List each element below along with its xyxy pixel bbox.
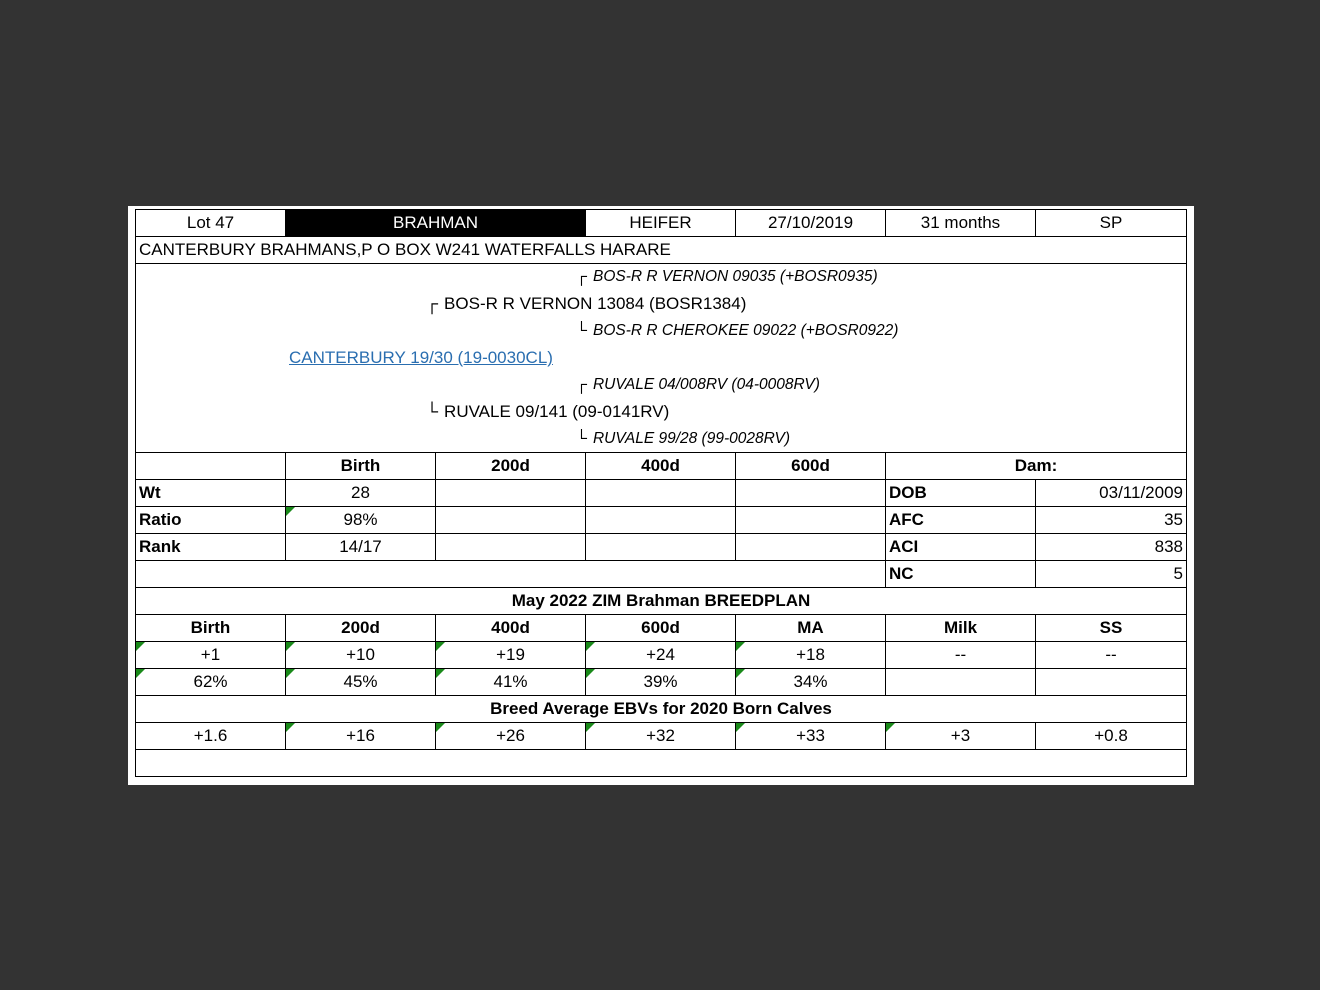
owner-row <box>136 237 1186 264</box>
sex-label: HEIFER <box>586 210 736 236</box>
breed-average-row <box>136 723 1186 750</box>
dam-value: 03/11/2009 <box>1099 483 1183 502</box>
bracket-bottom-icon: └ <box>576 322 587 339</box>
weight-birth: 28 <box>286 480 436 506</box>
lot-number: Lot 47 <box>136 210 286 236</box>
ebv-200d: +10 <box>286 642 436 668</box>
ebv-milk: -- <box>886 642 1036 668</box>
ratio-200d <box>436 507 586 533</box>
weights-corner <box>136 453 286 479</box>
ebv-ss: -- <box>1105 645 1117 664</box>
ebv-400d: +19 <box>436 642 586 668</box>
pedigree-dam-dam: └ RUVALE 99/28 (99-0028RV) <box>576 430 791 447</box>
code-label: SP <box>1099 213 1123 232</box>
ebv-birth: +1 <box>136 642 286 668</box>
avg-600d: +32 <box>586 723 736 749</box>
footer-row <box>136 750 1186 776</box>
dam-value: 5 <box>1173 564 1183 583</box>
ratio-400d <box>586 507 736 533</box>
weights-header-600d: 600d <box>736 453 886 479</box>
footer-blank <box>136 750 1186 776</box>
owner-address: CANTERBURY BRAHMANS,P O BOX W241 WATERFALLS HARARE <box>139 240 671 259</box>
rank-600d <box>736 534 886 560</box>
lot-card-table <box>135 209 1187 777</box>
ebv-header-birth: Birth <box>136 615 286 641</box>
dam-key: DOB <box>886 480 1036 506</box>
weight-200d <box>436 480 586 506</box>
bracket-bottom-icon: └ <box>426 402 439 421</box>
dam-value: 35 <box>1164 510 1183 529</box>
pedigree-sire-dam: └ BOS-R R CHEROKEE 09022 (+BOSR0922) <box>576 322 899 339</box>
accuracy-row <box>136 669 1186 696</box>
avg-milk: +3 <box>886 723 1036 749</box>
breedplan-title-row <box>136 588 1186 615</box>
table-row <box>136 480 1186 507</box>
acc-ss <box>1036 669 1186 695</box>
ebv-header-400d: 400d <box>436 615 586 641</box>
breed-average-title: Breed Average EBVs for 2020 Born Calves <box>490 699 832 718</box>
ebv-header-200d: 200d <box>286 615 436 641</box>
ebv-600d: +24 <box>586 642 736 668</box>
table-row <box>136 534 1186 561</box>
pedigree-sire-sire: ┌ BOS-R R VERNON 09035 (+BOSR0935) <box>576 268 878 285</box>
pedigree-sire: ┌ BOS-R R VERNON 13084 (BOSR1384) <box>426 294 747 313</box>
table-row <box>136 561 1186 588</box>
pedigree-block <box>136 264 1186 453</box>
ebv-header-ss: SS <box>1099 618 1123 637</box>
rank-200d <box>436 534 586 560</box>
dam-key: NC <box>886 561 1036 587</box>
breed-average-title-row <box>136 696 1186 723</box>
dam-key: AFC <box>886 507 1036 533</box>
acc-200d: 45% <box>286 669 436 695</box>
dam-value: 838 <box>1154 537 1183 556</box>
ebv-header-milk: Milk <box>886 615 1036 641</box>
weight-600d <box>736 480 886 506</box>
ebv-header-row <box>136 615 1186 642</box>
weights-header-200d: 200d <box>436 453 586 479</box>
weights-header-row <box>136 453 1186 480</box>
rank-400d <box>586 534 736 560</box>
bracket-top-icon: ┌ <box>426 294 439 313</box>
table-row <box>136 507 1186 534</box>
weights-header-400d: 400d <box>586 453 736 479</box>
sale-catalogue-sheet <box>128 206 1194 785</box>
bracket-bottom-icon: └ <box>576 430 587 447</box>
rank-birth: 14/17 <box>286 534 436 560</box>
row-label: Ratio <box>136 507 286 533</box>
blank-span <box>136 561 886 587</box>
row-label: Rank <box>136 534 286 560</box>
avg-400d: +26 <box>436 723 586 749</box>
avg-ss: +0.8 <box>1094 726 1128 745</box>
weight-400d <box>586 480 736 506</box>
dam-header: Dam: <box>1014 456 1058 475</box>
breedplan-title: May 2022 ZIM Brahman BREEDPLAN <box>511 591 811 610</box>
weights-header-birth: Birth <box>286 453 436 479</box>
acc-birth: 62% <box>136 669 286 695</box>
pedigree-animal-link[interactable]: CANTERBURY 19/30 (19-0030CL) <box>289 348 553 367</box>
acc-milk <box>886 669 1036 695</box>
ebv-ma: +18 <box>736 642 886 668</box>
birth-date: 27/10/2019 <box>736 210 886 236</box>
ratio-birth: 98% <box>286 507 436 533</box>
row-label: Wt <box>136 480 286 506</box>
acc-400d: 41% <box>436 669 586 695</box>
pedigree-dam-sire: ┌ RUVALE 04/008RV (04-0008RV) <box>576 376 820 393</box>
avg-200d: +16 <box>286 723 436 749</box>
pedigree-dam: └ RUVALE 09/141 (09-0141RV) <box>426 402 670 421</box>
acc-ma: 34% <box>736 669 886 695</box>
age-label: 31 months <box>886 210 1036 236</box>
avg-birth: +1.6 <box>136 723 286 749</box>
acc-600d: 39% <box>586 669 736 695</box>
ratio-600d <box>736 507 886 533</box>
bracket-top-icon: ┌ <box>576 268 587 285</box>
dam-key: ACI <box>886 534 1036 560</box>
breed-label: BRAHMAN <box>286 210 586 236</box>
ebv-header-600d: 600d <box>586 615 736 641</box>
ebv-header-ma: MA <box>736 615 886 641</box>
avg-ma: +33 <box>736 723 886 749</box>
lot-header-row <box>136 210 1186 237</box>
ebv-values-row <box>136 642 1186 669</box>
bracket-top-icon: ┌ <box>576 376 587 393</box>
